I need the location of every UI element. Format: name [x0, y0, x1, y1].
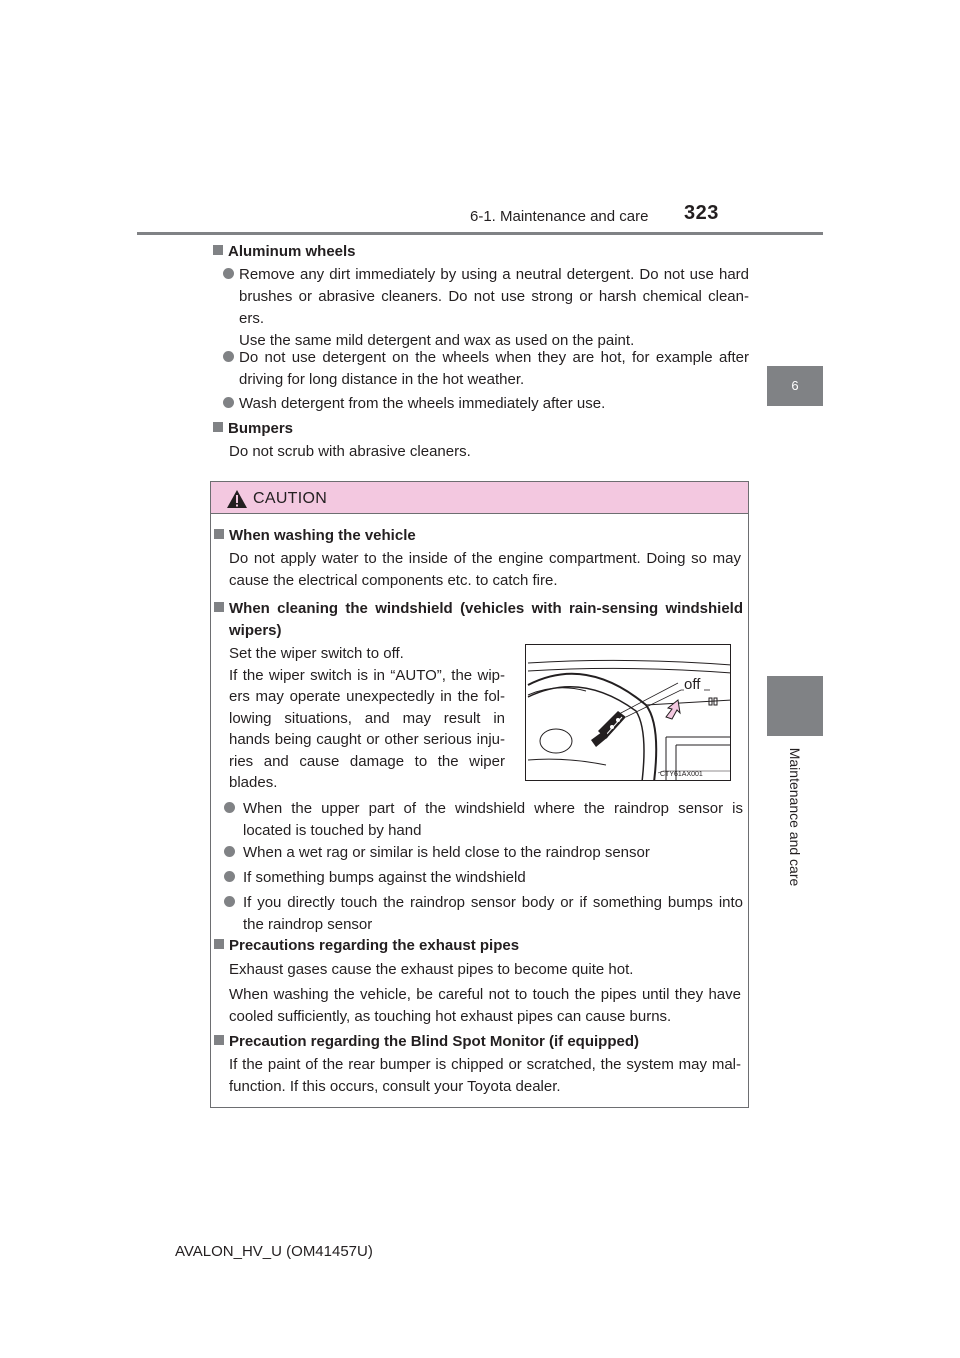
text-line: cooled sufficiently, as touching hot exhaust pipes can cause burns.: [229, 1008, 672, 1025]
text-line: blades.: [229, 774, 278, 791]
heading-line: wipers): [229, 622, 282, 639]
wheels-bullet-2: [239, 347, 749, 391]
exhaust-text-1: Exhaust gases cause the exhaust pipes to become quite hot.: [229, 961, 634, 978]
header-divider: [137, 232, 823, 235]
text-line: When washing the vehicle, be careful not to touch the pipes until they have: [229, 986, 741, 1003]
steering-wheel-illustration: [526, 645, 731, 781]
windshield-bullet-1: [243, 798, 743, 842]
heading-text: Precautions regarding the exhaust pipes: [229, 937, 520, 954]
text-line: Use the same mild detergent and wax as used on the paint.: [239, 332, 635, 349]
text-line: Set the wiper switch to off.: [229, 645, 404, 662]
chapter-tab-block: [767, 676, 823, 736]
text-line: cause the electrical components etc. to catch fire.: [229, 572, 558, 589]
text-line: Do not apply water to the inside of the engine compartment. Doing so may: [229, 550, 741, 567]
chapter-label-tab: [766, 744, 824, 890]
washing-text: [229, 548, 741, 592]
square-bullet-icon: [214, 939, 224, 949]
heading-line: [214, 598, 743, 620]
square-bullet-icon: [213, 245, 223, 255]
heading-text: When cleaning the windshield (vehicles with rain-sensing windshield: [229, 600, 743, 617]
wheels-bullet-1: [239, 264, 749, 352]
wheels-bullet-3: Wash detergent from the wheels immediately after use.: [239, 395, 606, 412]
bsm-heading: [214, 1031, 639, 1053]
text-line: ers.: [239, 310, 265, 327]
text-line: driving for long distance in the hot weather.: [239, 371, 525, 388]
text-line: lowing situations, and may result in: [229, 709, 505, 727]
heading-text: Aluminum wheels: [228, 243, 356, 260]
page-number: 323: [684, 202, 719, 224]
chapter-label: Maintenance and care: [787, 747, 803, 887]
text-line: brushes or abrasive cleaners. Do not use strong or harsh chemical clean-: [239, 288, 749, 305]
bumpers-text: Do not scrub with abrasive cleaners.: [229, 443, 471, 460]
bullet-dot-icon: [224, 798, 240, 820]
caution-title: CAUTION: [253, 490, 328, 507]
heading-text: Precaution regarding the Blind Spot Monitor (if equipped): [229, 1033, 639, 1050]
footer-model-code: AVALON_HV_U (OM41457U): [175, 1243, 373, 1260]
aluminum-wheels-heading: [213, 241, 356, 263]
windshield-bullet-2: When a wet rag or similar is held close to the raindrop sensor: [243, 844, 650, 861]
bullet-dot-icon: [223, 393, 239, 415]
warning-triangle-icon: [226, 489, 248, 516]
section-title: 6-1. Maintenance and care: [470, 208, 649, 225]
text-line: function. If this occurs, consult your Toyota dealer.: [229, 1078, 561, 1095]
square-bullet-icon: [214, 1035, 224, 1045]
bullet-dot-icon: [223, 347, 239, 369]
text-line: Do not use detergent on the wheels when they are hot, for example after: [239, 349, 749, 366]
square-bullet-icon: [214, 529, 224, 539]
square-bullet-icon: [214, 602, 224, 612]
washing-heading: [214, 525, 416, 547]
text-line: located is touched by hand: [243, 822, 422, 839]
exhaust-text-2: [229, 984, 741, 1028]
bullet-dot-icon: [223, 264, 239, 286]
chapter-number-tab: 6: [767, 366, 823, 406]
windshield-heading: [214, 598, 743, 642]
text-line: Remove any dirt immediately by using a neutral detergent. Do not use hard: [239, 266, 749, 283]
text-line: ries and cause damage to the wiper: [229, 752, 505, 770]
wiper-switch-figure: [525, 644, 731, 781]
bsm-text: [229, 1054, 741, 1098]
heading-text: Bumpers: [228, 420, 294, 437]
bullet-dot-icon: [224, 867, 240, 889]
text-line: If the wiper switch is in “AUTO”, the wip-: [229, 666, 505, 684]
text-line: If the paint of the rear bumper is chipped or scratched, the system may mal-: [229, 1056, 741, 1073]
exhaust-heading: [214, 935, 519, 957]
text-line: If you directly touch the raindrop sensor body or if something bumps into: [243, 894, 743, 911]
windshield-bullet-4: [243, 892, 743, 936]
heading-text: When washing the vehicle: [229, 527, 416, 544]
text-line: ers may operate unexpectedly in the fol-: [229, 688, 505, 705]
bullet-dot-icon: [224, 892, 240, 914]
bullet-dot-icon: [224, 842, 240, 864]
text-line: the raindrop sensor: [243, 916, 373, 933]
figure-code: CTY61AX001: [660, 771, 703, 778]
figure-label-off: off: [684, 676, 701, 693]
windshield-text: [229, 643, 505, 794]
bumpers-heading: [213, 418, 293, 440]
text-line: When the upper part of the windshield where the raindrop sensor is: [243, 800, 743, 817]
square-bullet-icon: [213, 422, 223, 432]
text-line: hands being caught or other serious inju-: [229, 731, 505, 748]
windshield-bullet-3: If something bumps against the windshield: [243, 869, 526, 886]
